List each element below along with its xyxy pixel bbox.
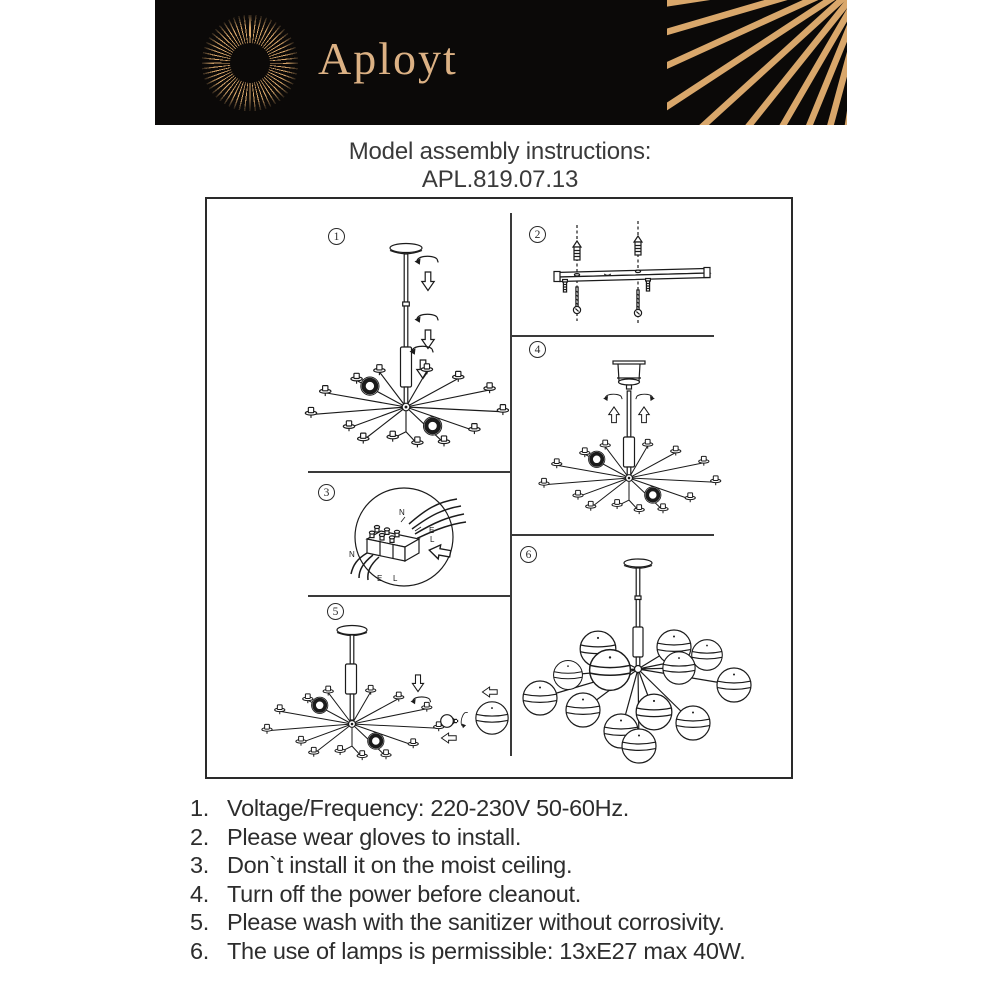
item-text: The use of lamps is permissible: 13xE27 max 40W.	[227, 937, 746, 964]
step-5-diagram	[207, 597, 509, 777]
screw-icon	[634, 290, 641, 317]
list-item	[190, 823, 850, 852]
list-item	[190, 794, 850, 823]
light-bulb-icon	[441, 715, 458, 728]
item-number: 1.	[190, 795, 209, 821]
list-item	[190, 851, 850, 880]
step-1-diagram	[207, 199, 509, 475]
item-text: Voltage/Frequency: 220-230V 50-60Hz.	[227, 795, 630, 821]
arrow-down-icon	[412, 675, 423, 692]
wire-label-n-out: N	[349, 550, 355, 559]
wall-anchor-icon	[573, 241, 581, 260]
step-number-2: 2	[529, 226, 546, 243]
step-3-wiring-diagram	[207, 475, 509, 597]
step-number-6: 6	[520, 546, 537, 563]
page-title: Model assembly instructions:	[348, 138, 652, 165]
wire-label-e: E	[429, 526, 435, 535]
item-text: Please wash with the sanitizer without corrosivity.	[227, 909, 725, 936]
item-number: 3.	[190, 852, 209, 879]
threaded-stud-icon	[646, 279, 651, 292]
item-number: 5.	[190, 909, 209, 936]
item-text: Please wear gloves to install.	[227, 823, 522, 850]
wire-label-l-out: L	[393, 574, 398, 583]
rotate-arrow-icon	[415, 256, 439, 265]
arrow-down-icon	[422, 272, 434, 291]
list-item	[190, 908, 850, 937]
wire-label-e-out: E	[377, 574, 383, 583]
terminal-block	[367, 526, 419, 562]
screw-icon	[573, 287, 580, 314]
item-text: Turn off the power before cleanout.	[227, 880, 581, 907]
ceiling-cup	[613, 361, 645, 389]
glass-globe-icon	[476, 702, 508, 734]
step-2-diagram	[511, 199, 793, 337]
step-4-diagram	[511, 337, 793, 534]
item-number: 2.	[190, 823, 209, 850]
instruction-list	[190, 794, 850, 966]
wire-label-n: N	[399, 508, 405, 517]
brand-banner	[155, 0, 847, 125]
item-number: 6.	[190, 937, 209, 964]
step-number-1: 1	[328, 228, 345, 245]
step-6-diagram	[511, 536, 793, 777]
assembly-diagram	[205, 197, 793, 779]
wall-anchor-icon	[634, 236, 642, 255]
item-text: Don`t install it on the moist ceiling.	[227, 852, 573, 879]
brand-wordmark: Aployt	[318, 33, 458, 84]
wire-label-l: L	[430, 535, 435, 544]
list-item	[190, 937, 850, 966]
decorative-rays-icon	[667, 0, 847, 125]
sunburst-logo-icon	[202, 15, 298, 111]
list-item	[190, 880, 850, 909]
step-number-4: 4	[529, 341, 546, 358]
incoming-wires	[409, 499, 466, 538]
threaded-stud-icon	[563, 280, 568, 293]
item-number: 4.	[190, 880, 209, 907]
step-number-5: 5	[327, 603, 344, 620]
model-number: APL.819.07.13	[421, 166, 579, 193]
step-number-3: 3	[318, 484, 335, 501]
